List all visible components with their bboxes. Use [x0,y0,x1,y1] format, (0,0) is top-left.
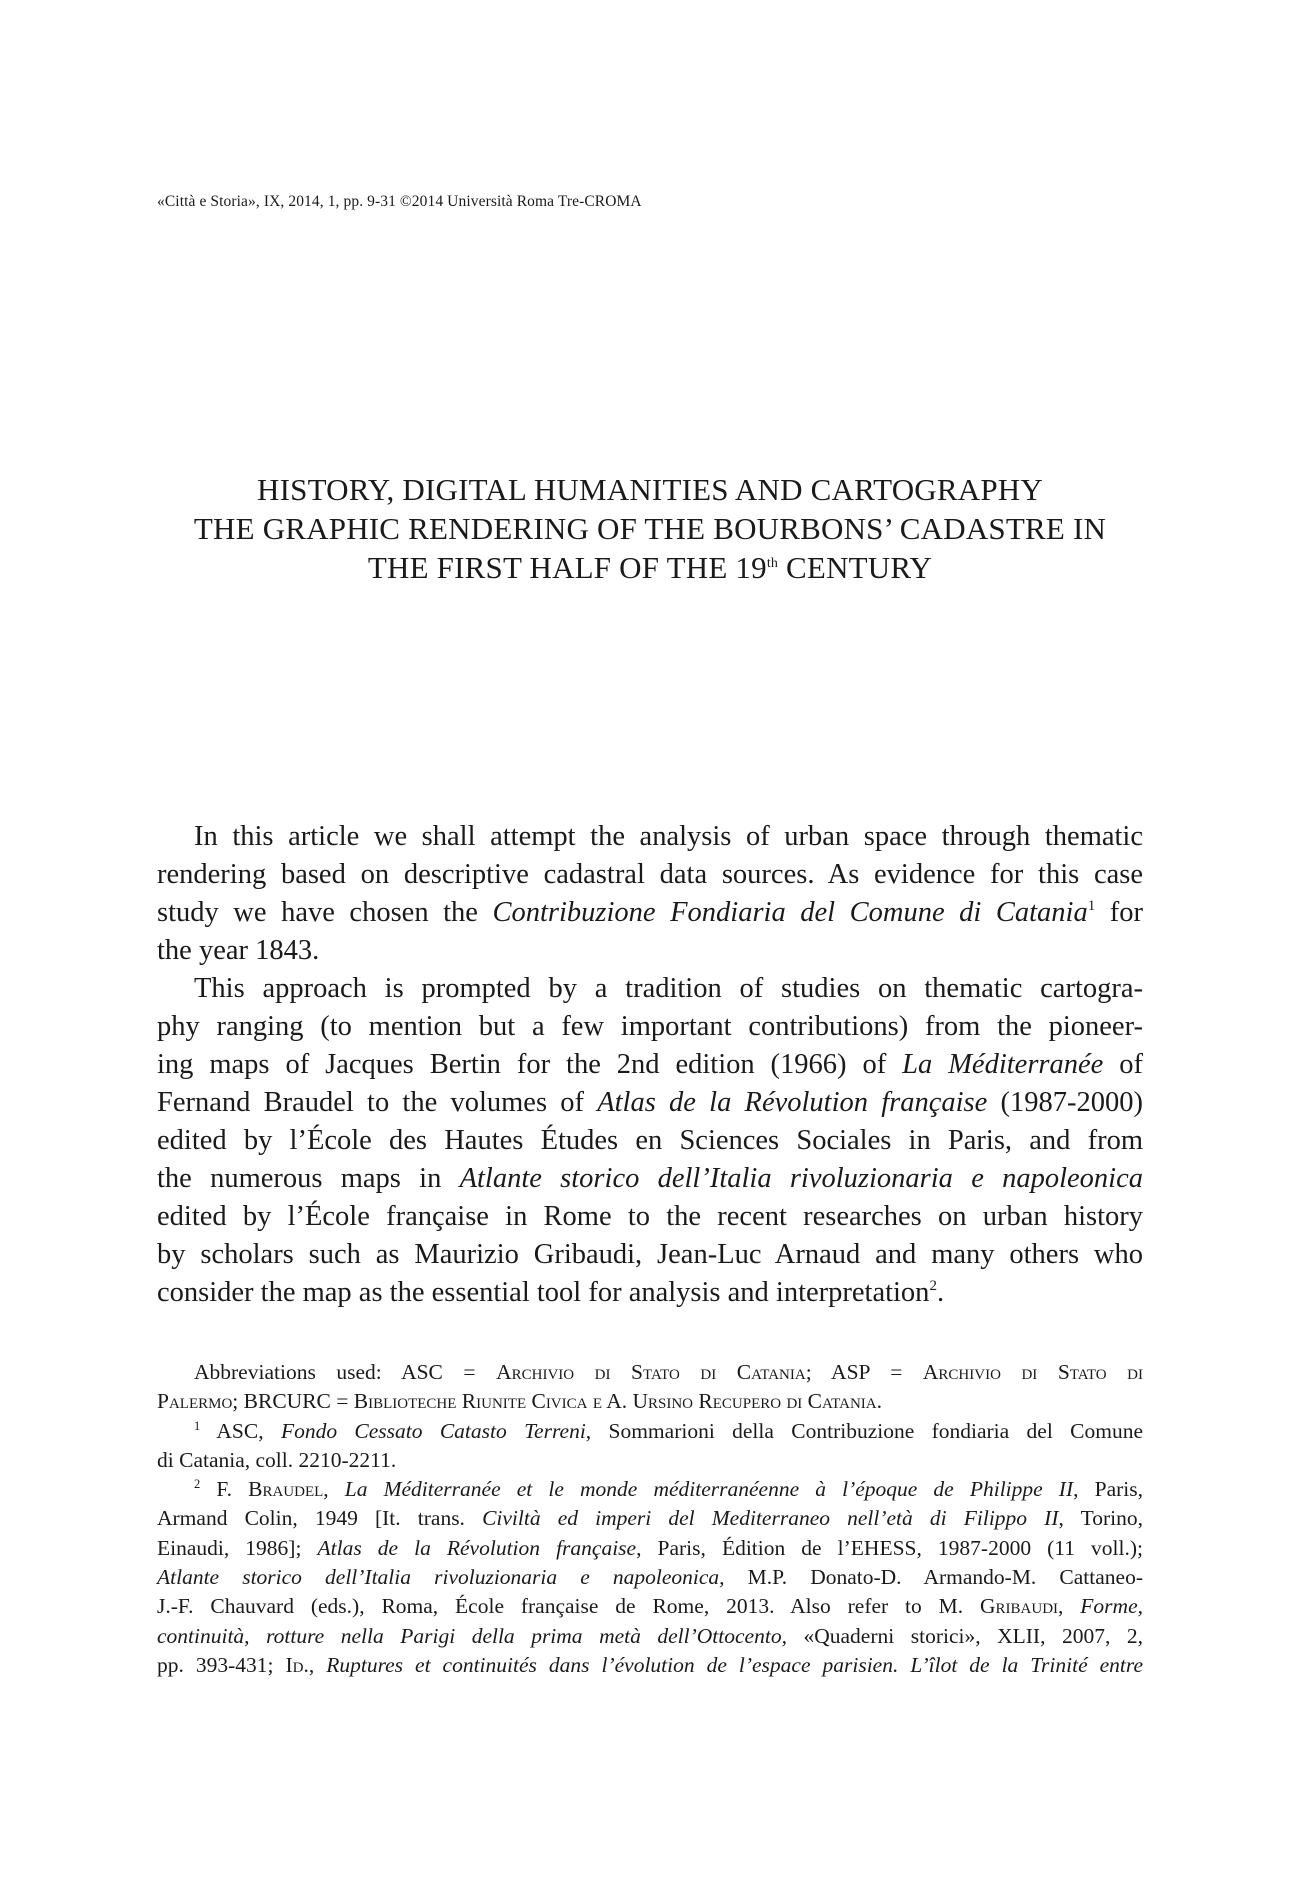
text-line: phy ranging (to mention but a few important contributions) from the pioneer- [157,1011,1143,1042]
text-line: the year 1843. [157,935,320,966]
title-line-1: HISTORY, DIGITAL HUMANITIES AND CARTOGRAPHY [257,472,1043,507]
text-line: edited by l’École des Hautes Études en Sciences Sociales in Paris, and from [157,1125,1143,1156]
footnote-1 [157,1417,1143,1476]
note-line: $^2$ F. Braudel, La Méditerranée et le monde méditerranéenne à l’époque de Philippe II, Paris, [194,1477,1144,1502]
note-line: Palermo; BRCURC = Biblioteche Riunite Civica e A. Ursino Recupero di Catania. [157,1389,882,1414]
footnotes [157,1358,1143,1680]
note-line: Abbreviations used: ASC = Archivio di Stato di Catania; ASP = Archivio di Stato di [194,1360,1143,1384]
article-title [157,470,1143,587]
body-text [157,818,1143,1312]
footnote-ref-2: 2 [929,1278,937,1294]
footnote-ref-1: 1 [1087,898,1096,914]
note-line: pp. 393-431; Id., Ruptures et continuités dans l’évolution de l’espace parisien. L’îlot de la Trinité entre [157,1652,1143,1677]
note-line: J.-F. Chauvard (eds.), Roma, École française de Rome, 2013. Also refer to M. Gribaudi, Forme, [157,1594,1143,1619]
note-line: $^1$ ASC, Fondo Cessato Catasto Terreni, Sommarioni della Contribuzione fondiaria del Comune [194,1418,1143,1443]
text-line: edited by l’École française in Rome to the recent researches on urban history [157,1201,1143,1232]
text-line: Fernand Braudel to the volumes of Atlas de la Révolution française (1987-2000) [157,1087,1143,1118]
text-line: rendering based on descriptive cadastral data sources. As evidence for this case [157,859,1143,890]
note-line: continuità, rotture nella Parigi della prima metà dell’Ottocento, «Quaderni storici», XLII, 2007, 2, [157,1623,1143,1648]
text-line: ing maps of Jacques Bertin for the 2nd edition (1966) of La Méditerranée of [157,1049,1143,1080]
text-line: study we have chosen the Contribuzione Fondiaria del Comune di Catania$^1$ for [157,897,1143,928]
paragraph-1 [157,818,1143,970]
note-line: Atlante storico dell’Italia rivoluzionaria e napoleonica, M.P. Donato-D. Armando-M. Cattaneo- [157,1565,1143,1590]
title-line-3: THE FIRST HALF OF THE 19th CENTURY [367,550,933,585]
note-line: di Catania, coll. 2210-2211. [157,1447,397,1472]
note-line: Einaudi, 1986]; Atlas de la Révolution française, Paris, Édition de l’EHESS, 1987-2000 (11 voll.); [157,1535,1144,1560]
footnote-number: 2 [194,1477,201,1492]
paragraph-2 [157,970,1143,1312]
text-line: In this article we shall attempt the analysis of urban space through thematic [194,821,1143,852]
abbreviations-note [157,1358,1143,1417]
text-line: consider the map as the essential tool for analysis and interpretation$^2$. [157,1277,945,1308]
title-line-2: THE GRAPHIC RENDERING OF THE BOURBONS’ CADASTRE IN [193,511,1107,546]
text-line: the numerous maps in Atlante storico dell’Italia rivoluzionaria e napoleonica [157,1163,1143,1194]
running-head: «Città e Storia», IX, 2014, 1, pp. 9-31 ©2014 Università Roma Tre-CROMA [157,193,642,210]
note-line: Armand Colin, 1949 [It. trans. Civiltà ed imperi del Mediterraneo nell’età di Filippo II, Torino, [157,1506,1143,1531]
footnote-number: 1 [194,1418,201,1433]
text-line: This approach is prompted by a tradition of studies on thematic cartogra- [194,973,1143,1004]
title-superscript: th [766,556,779,571]
footnote-2 [157,1475,1143,1680]
text-line: by scholars such as Maurizio Gribaudi, Jean-Luc Arnaud and many others who [157,1239,1143,1270]
